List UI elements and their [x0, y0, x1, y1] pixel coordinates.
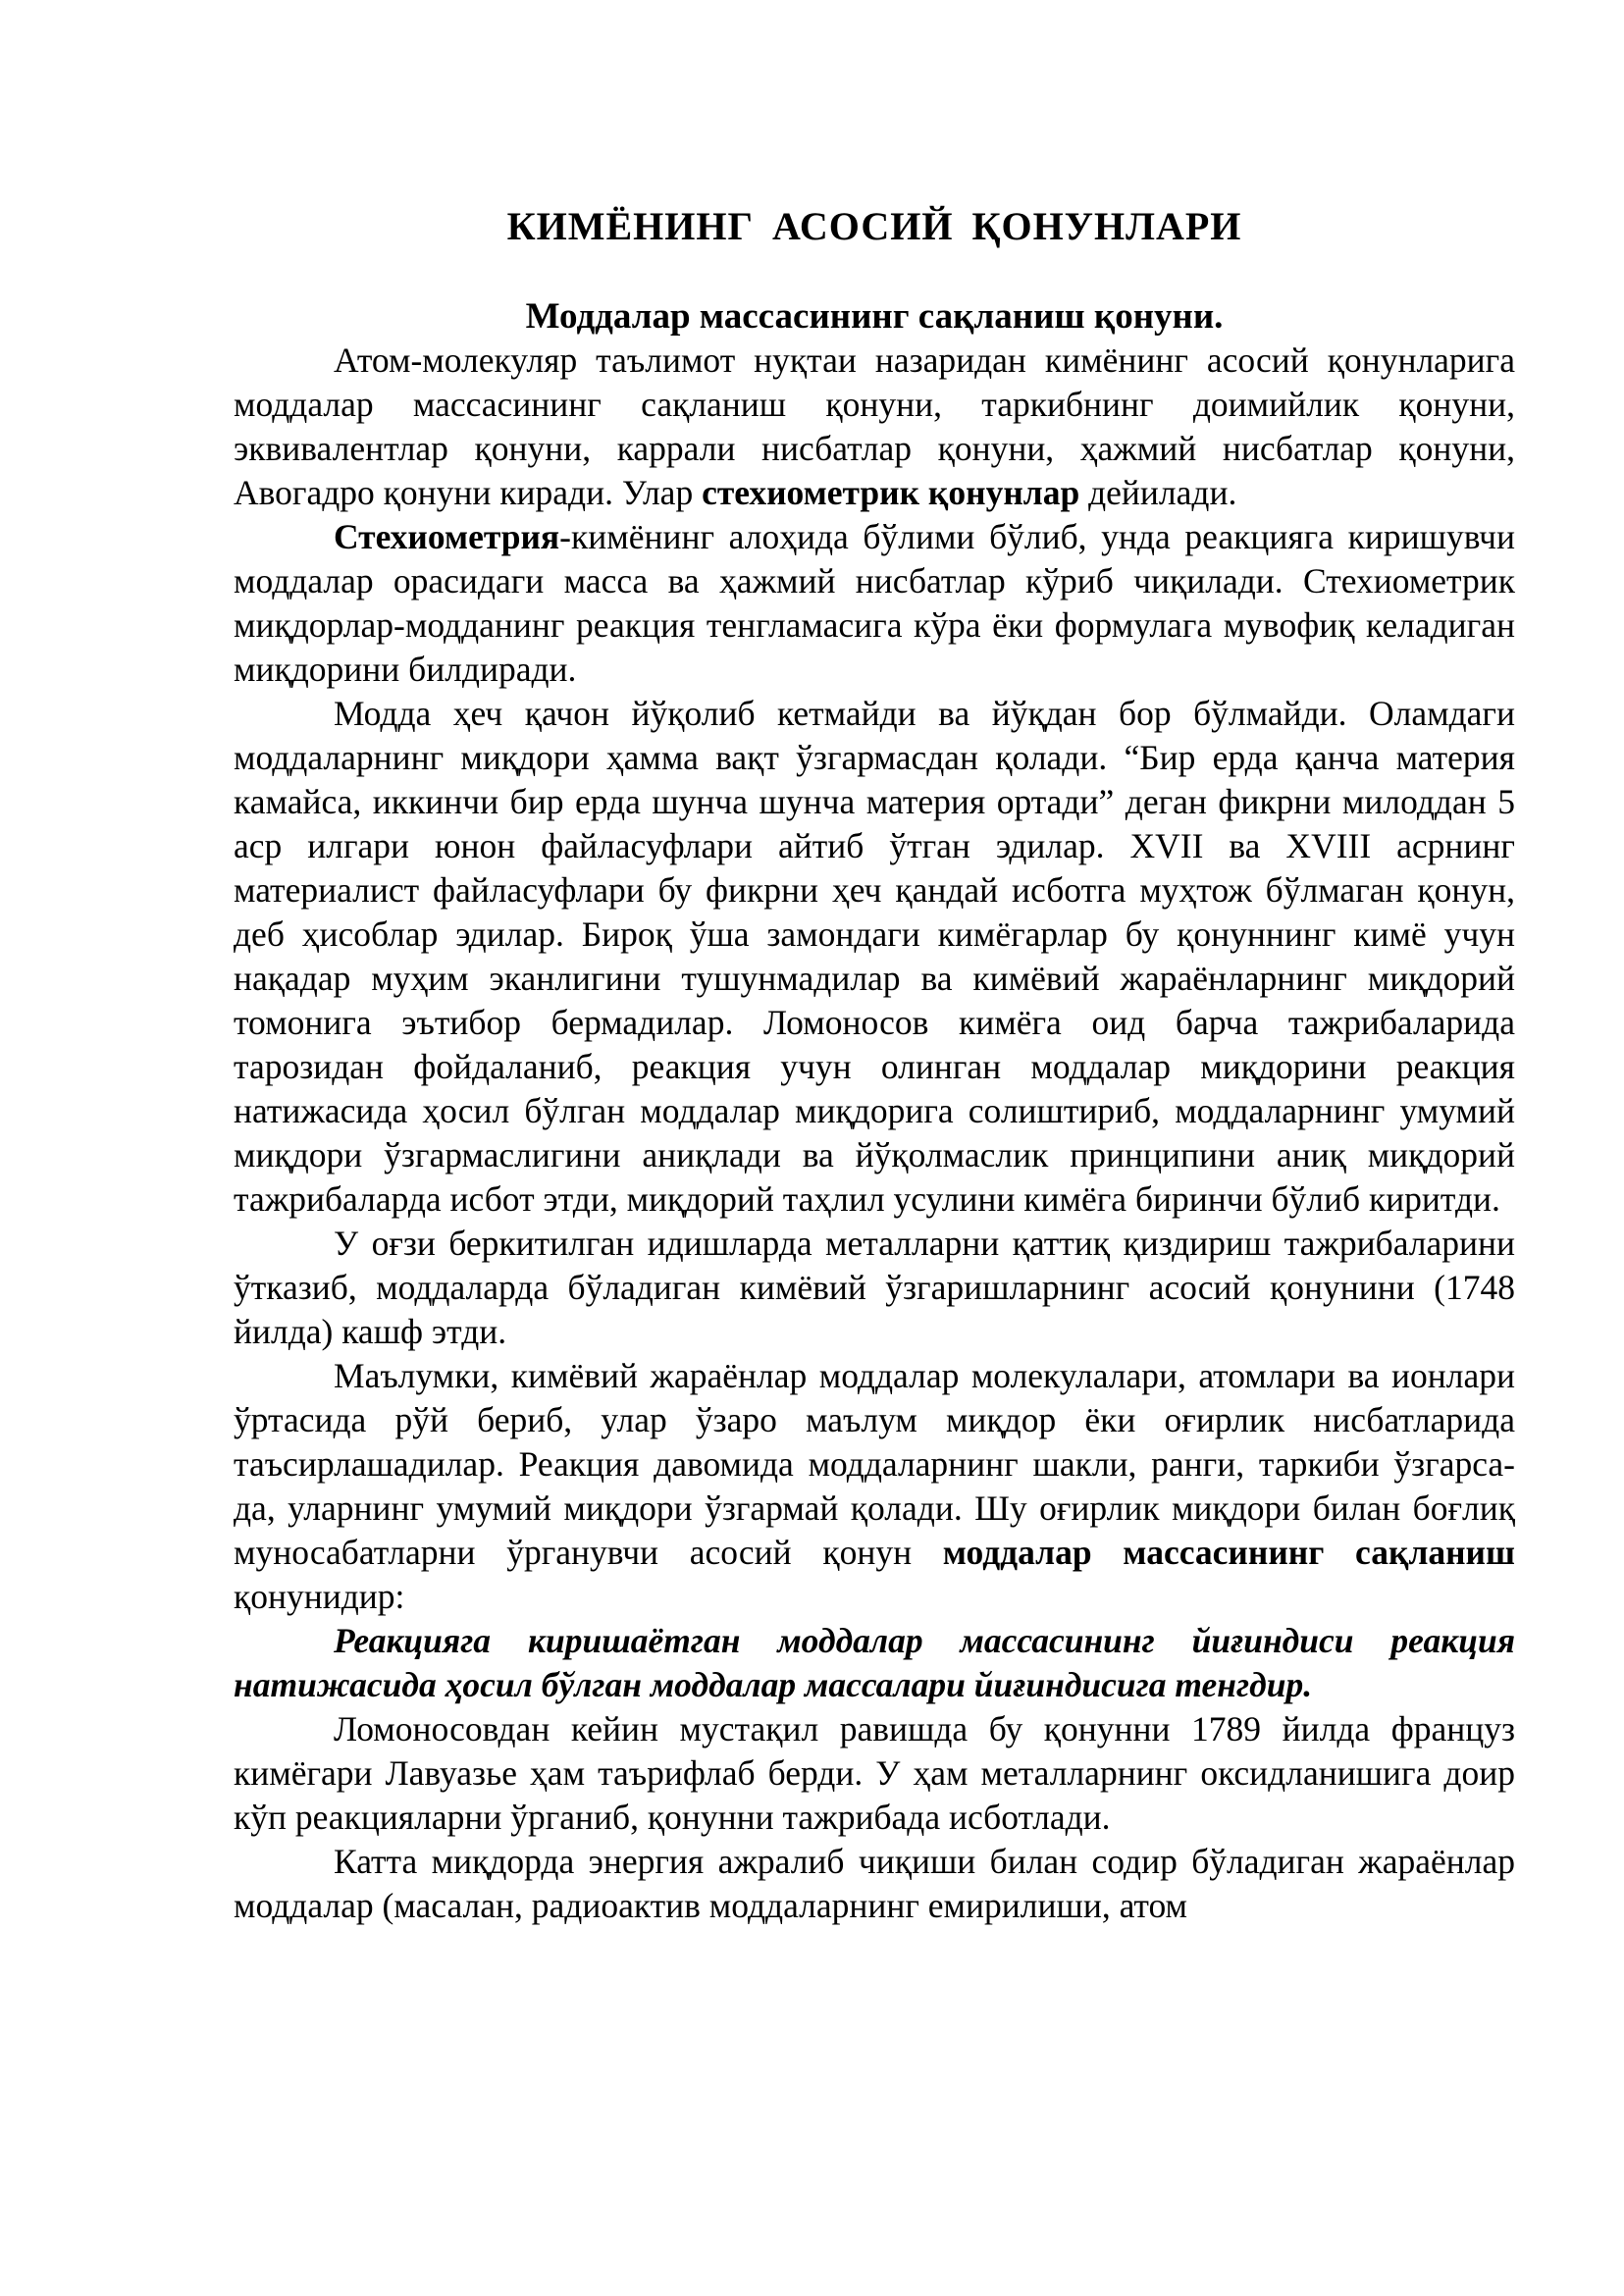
document-title: КИМЁНИНГ АСОСИЙ ҚОНУНЛАРИ	[506, 204, 1242, 248]
paragraph-1-text-b: дейилади.	[1079, 473, 1237, 512]
paragraph-4: У оғзи беркитилган идишларда металларни қаттиқ қиздириш тажрибаларини ўтказиб, моддаларда бўладиган кимёвий ўзгаришларнинг асосий қонунини (1748 йилда) кашф этди.	[234, 1224, 1515, 1351]
paragraph-1-text-a: Атом-молекуляр таълимот нуқтаи назаридан кимёнинг асосий қонунларига моддалар массасининг сақланиш қонуни, таркибнинг доимийлик қонуни, эквивалентлар қонуни, каррали нисбатлар қонуни, ҳажмий нисбатлар қонуни, Авогадро қонуни киради. Улар	[234, 340, 1515, 512]
paragraph-7: Ломоносовдан кейин мустақил равишда бу қонунни 1789 йилда француз кимёгари Лавуазье ҳам таърифлаб берди. У ҳам металларнинг оксидланишига доир кўп реакцияларни ўрганиб, қонунни тажрибада исботлади.	[234, 1709, 1515, 1837]
document-page	[234, 201, 1515, 1928]
paragraph-5-text-a: Маълумки, кимёвий жараёнлар моддалар молекулалари, атомлари ва ионлари ўртасида рўй бериб, улар ўзаро маълум миқдор ёки оғирлик нисбатларида таъсирлашадилар. Реакция давомида моддаларнинг шакли, ранги, таркиби ўзгарса-да, уларнинг умумий миқдори ўзгармай қолади. Шу оғирлик миқдори билан боғлиқ муносабатларни ўрганувчи асосий қонун	[234, 1356, 1515, 1572]
paragraph-3: Модда ҳеч қачон йўқолиб кетмайди ва йўқдан бор бўлмайди. Оламдаги моддаларнинг миқдори ҳамма вақт ўзгармасдан қолади. “Бир ерда қанча материя камайса, иккинчи бир ерда шунча шунча материя ортади” деган фикрни милоддан 5 аср илгари юнон файласуфлари айтиб ўтган эдилар. XVII ва XVIII асрнинг материалист файласуфлари бу фикрни ҳеч қандай исботга муҳтож бўлмаган қонун, деб ҳисоблар эдилар. Бироқ ўша замондаги кимёгарлар бу қонуннинг кимё учун нақадар муҳим эканлигини тушунмадилар ва кимёвий жараёнларнинг миқдорий томонига эътибор бермадилар. Ломоносов кимёга оид барча тажрибаларида тарозидан фойдаланиб, реакция учун олинган моддалар миқдорини реакция натижасида ҳосил бўлган моддалар миқдорига солиштириб, моддаларнинг умумий миқдори ўзгармаслигини аниқлади ва йўқолмаслик принципини аниқ миқдорий тажрибаларда исбот этди, миқдорий таҳлил усулини кимёга биринчи бўлиб киритди.	[234, 694, 1515, 1219]
law-statement: Реакцияга киришаётган моддалар массасининг йиғиндиси реакция натижасида ҳосил бўлган моддалар массалари йиғиндисига тенгдир.	[234, 1621, 1515, 1704]
paragraph-5-text-b: қонунидир:	[234, 1577, 405, 1616]
paragraph-5-bold-term: моддалар массасининг сақланиш	[942, 1533, 1515, 1572]
paragraph-5	[234, 1354, 1515, 1619]
paragraph-1	[234, 339, 1515, 515]
paragraph-1-bold-term: стехиометрик қонунлар	[702, 473, 1080, 512]
paragraph-8: Катта миқдорда энергия ажралиб чиқиши билан содир бўладиган жараёнлар моддалар (масалан, радиоактив моддаларнинг емирилиши, атом	[234, 1842, 1515, 1925]
section-title: Моддалар массасининг сақланиш қонуни.	[525, 296, 1224, 337]
paragraph-2-text: -кимёнинг алоҳида бўлими бўлиб, унда реакцияга киришувчи моддалар орасидаги масса ва ҳажмий нисбатлар кўриб чиқилади. Стехиометрик миқдорлар-модданинг реакция тенгламасига кўра ёки формулага мувофиқ келадиган миқдорини билдиради.	[234, 517, 1515, 689]
paragraph-2-bold-term: Стехиометрия	[334, 517, 560, 556]
paragraph-2	[234, 515, 1515, 692]
